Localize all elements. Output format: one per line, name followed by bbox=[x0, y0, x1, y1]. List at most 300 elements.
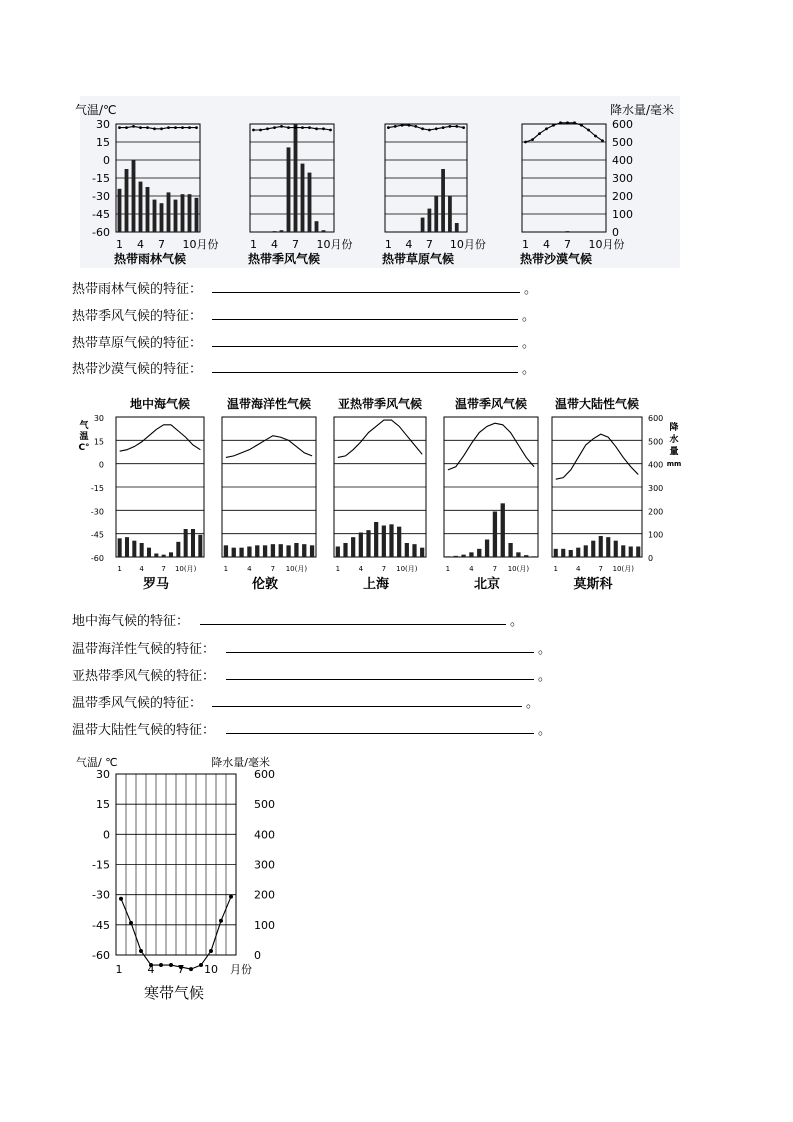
month-tick: 4 bbox=[358, 565, 364, 573]
temperature-line bbox=[338, 420, 422, 457]
precip-tick: 600 bbox=[254, 768, 275, 781]
month-tick: 1 bbox=[223, 565, 229, 573]
temperature-point bbox=[209, 949, 213, 953]
question-end: 。 bbox=[538, 669, 552, 684]
answer-blank[interactable] bbox=[212, 278, 520, 293]
precip-bar bbox=[271, 544, 275, 557]
precip-tick: 100 bbox=[612, 208, 633, 221]
temperature-point bbox=[139, 949, 143, 953]
month-tick: 4 bbox=[147, 963, 155, 976]
precip-bar bbox=[181, 194, 185, 232]
question-label: 亚热带季风气候的特征： bbox=[72, 669, 216, 684]
temperature-point bbox=[552, 124, 555, 127]
month-tick: 7 bbox=[177, 963, 185, 976]
left-axis-title: C° bbox=[78, 443, 90, 453]
answer-blank[interactable] bbox=[212, 692, 522, 707]
question-end: 。 bbox=[510, 614, 524, 629]
tropical-question-0 bbox=[72, 278, 537, 296]
precip-bar bbox=[561, 549, 565, 557]
precip-bar bbox=[441, 169, 445, 232]
chart-title: 热带季风气候 bbox=[247, 252, 321, 266]
right-axis-title: 水 bbox=[669, 435, 679, 445]
temp-tick: 30 bbox=[93, 414, 104, 423]
temp-tick: -30 bbox=[92, 190, 110, 203]
temperature-point bbox=[199, 963, 203, 967]
precip-bar bbox=[322, 230, 326, 232]
month-tick: 4 bbox=[469, 565, 474, 573]
temp-tick: -15 bbox=[92, 858, 110, 872]
month-tick: 10月份 bbox=[449, 238, 486, 251]
temp-tick: -60 bbox=[90, 554, 104, 563]
temperature-point bbox=[119, 897, 123, 901]
precip-bar bbox=[315, 221, 319, 232]
temperature-point bbox=[408, 124, 411, 127]
temperature-point bbox=[146, 126, 149, 129]
precip-tick: 500 bbox=[648, 437, 664, 447]
question-end: 。 bbox=[538, 723, 552, 738]
precip-bar bbox=[279, 544, 283, 557]
precip-tick: 400 bbox=[612, 154, 633, 167]
precip-bar bbox=[263, 545, 267, 557]
precip-bar bbox=[301, 164, 305, 232]
chart-温带海洋性气候 bbox=[222, 417, 316, 557]
tropical-question-2 bbox=[72, 332, 535, 350]
temp-tick: -60 bbox=[92, 949, 110, 962]
precip-bar bbox=[351, 537, 355, 557]
month-tick: 4 bbox=[271, 238, 278, 251]
precip-bar bbox=[147, 548, 151, 557]
temp-tick: -15 bbox=[90, 484, 104, 493]
question-label: 热带季风气候的特征： bbox=[72, 309, 203, 324]
month-tick: 1 bbox=[116, 238, 123, 251]
month-tick: 1 bbox=[250, 238, 257, 251]
temperate-question-2 bbox=[72, 665, 551, 683]
precip-bar bbox=[153, 200, 157, 232]
temperature-point bbox=[524, 141, 527, 144]
month-tick: 4 bbox=[543, 238, 550, 251]
precip-bar bbox=[485, 540, 489, 558]
answer-blank[interactable] bbox=[226, 665, 534, 680]
temperature-point bbox=[329, 129, 332, 132]
city-label: 北京 bbox=[473, 577, 501, 592]
answer-blank[interactable] bbox=[226, 719, 534, 734]
chart-title: 热带雨林气候 bbox=[113, 252, 187, 266]
precip-bar bbox=[224, 545, 228, 557]
question-label: 热带沙漠气候的特征： bbox=[72, 362, 203, 377]
temperature-point bbox=[273, 126, 276, 129]
temperature-point bbox=[559, 121, 562, 124]
question-label: 温带海洋性气候的特征： bbox=[72, 642, 216, 657]
precip-bar bbox=[118, 189, 122, 232]
chart-地中海气候 bbox=[116, 417, 204, 557]
city-label: 莫斯科 bbox=[573, 577, 613, 592]
month-tick: 10(月) bbox=[285, 565, 308, 573]
temp-tick: -30 bbox=[90, 507, 104, 517]
answer-blank[interactable] bbox=[212, 305, 518, 320]
temperature-point bbox=[167, 126, 170, 129]
temp-tick: 15 bbox=[96, 798, 110, 812]
precip-tick: 200 bbox=[254, 888, 275, 902]
temp-tick: -45 bbox=[90, 530, 104, 540]
precip-bar bbox=[366, 530, 370, 557]
month-tick: 7 bbox=[381, 565, 387, 573]
precip-bar bbox=[169, 552, 173, 557]
month-tick: 10(月) bbox=[612, 565, 634, 573]
precip-bar bbox=[336, 547, 340, 558]
chart-title: 热带沙漠气候 bbox=[519, 252, 593, 266]
right-axis-title: 量 bbox=[669, 447, 679, 457]
temperature-point bbox=[442, 126, 445, 129]
precip-tick: 400 bbox=[648, 460, 664, 470]
precip-bar bbox=[343, 543, 347, 557]
temperature-point bbox=[387, 126, 390, 129]
month-tick: 4 bbox=[139, 565, 144, 573]
precip-bar bbox=[280, 230, 284, 232]
precip-bar bbox=[569, 550, 573, 557]
precip-bar bbox=[599, 536, 603, 557]
temperature-point bbox=[301, 126, 304, 129]
temperate-question-3 bbox=[72, 692, 539, 710]
temperature-point bbox=[287, 126, 290, 129]
temperature-point bbox=[219, 919, 223, 923]
chart-title: 寒带气候 bbox=[143, 984, 205, 1002]
temperature-point bbox=[259, 129, 262, 132]
answer-blank[interactable] bbox=[226, 638, 534, 653]
month-tick: 1 bbox=[117, 565, 122, 573]
month-tick: 10 bbox=[204, 963, 218, 976]
temperature-line bbox=[226, 436, 312, 458]
precip-tick: 300 bbox=[612, 172, 633, 185]
precip-tick: 600 bbox=[648, 414, 664, 423]
temperature-point bbox=[601, 139, 604, 142]
precip-bar bbox=[287, 147, 291, 232]
temperature-line bbox=[556, 434, 639, 479]
precip-bar bbox=[412, 544, 416, 557]
temperature-point bbox=[531, 138, 534, 141]
precip-tick: 0 bbox=[254, 949, 261, 962]
precip-bar bbox=[294, 124, 298, 232]
temp-tick: -45 bbox=[92, 208, 110, 221]
city-label: 罗马 bbox=[142, 577, 170, 592]
precip-tick: 400 bbox=[254, 828, 275, 842]
precip-bar bbox=[397, 527, 401, 557]
temp-tick: 0 bbox=[103, 828, 110, 842]
temp-tick: 30 bbox=[96, 118, 110, 131]
precip-bar bbox=[125, 169, 129, 232]
temperature-point bbox=[322, 127, 325, 130]
tropical-question-1 bbox=[72, 305, 535, 323]
temperature-point bbox=[566, 121, 569, 124]
month-tick: 1 bbox=[445, 565, 451, 573]
precip-bar bbox=[232, 548, 236, 557]
temperature-point bbox=[229, 895, 233, 899]
temperature-point bbox=[159, 963, 163, 967]
temperature-point bbox=[280, 125, 283, 128]
left-axis-title: 气温/ ℃ bbox=[76, 756, 118, 769]
right-axis-title: 降水量/毫米 bbox=[211, 756, 270, 769]
temperature-point bbox=[125, 126, 128, 129]
precip-bar bbox=[477, 549, 481, 557]
temperature-point bbox=[181, 126, 184, 129]
chart-温带大陆性气候 bbox=[552, 417, 642, 557]
temp-tick: 15 bbox=[93, 437, 104, 447]
precip-bar bbox=[359, 533, 363, 558]
precip-bar bbox=[273, 231, 277, 232]
month-tick: 7 bbox=[161, 565, 166, 573]
precip-bar bbox=[446, 556, 450, 557]
right-axis-title: 降 bbox=[669, 423, 679, 433]
precip-bar bbox=[454, 556, 458, 557]
temp-tick: -15 bbox=[92, 172, 110, 185]
precip-tick: 200 bbox=[612, 190, 633, 203]
temperature-point bbox=[401, 124, 404, 127]
precip-bar bbox=[302, 544, 306, 557]
precip-bar bbox=[636, 547, 640, 558]
precip-bar bbox=[576, 548, 580, 557]
precip-tick: 500 bbox=[254, 798, 275, 812]
precip-bar bbox=[614, 541, 618, 557]
precip-bar bbox=[461, 555, 465, 557]
precip-bar bbox=[421, 218, 425, 232]
month-tick: 4 bbox=[405, 238, 413, 251]
month-tick: 10(月) bbox=[174, 565, 197, 573]
month-tick: 7 bbox=[564, 238, 571, 251]
precip-bar bbox=[188, 194, 192, 232]
precip-bar bbox=[140, 543, 144, 557]
precip-bar bbox=[501, 503, 505, 557]
precip-bar bbox=[374, 522, 378, 557]
precip-bar bbox=[420, 548, 424, 557]
precip-bar bbox=[516, 552, 520, 557]
chart-title: 亚热带季风气候 bbox=[337, 397, 423, 411]
precip-bar bbox=[118, 538, 122, 557]
chart-寒带气候 bbox=[116, 774, 236, 971]
chart-title: 温带季风气候 bbox=[454, 397, 528, 411]
left-axis-title: 温 bbox=[79, 432, 89, 442]
question-end: 。 bbox=[526, 696, 540, 711]
precip-tick: 100 bbox=[254, 918, 275, 932]
month-tick: 7 bbox=[292, 238, 299, 251]
temperature-line bbox=[120, 425, 201, 451]
question-end: 。 bbox=[524, 282, 538, 297]
temp-tick: 15 bbox=[96, 136, 110, 149]
question-end: 。 bbox=[538, 642, 552, 657]
precip-bar bbox=[508, 543, 512, 557]
month-tick: 10月份 bbox=[182, 238, 219, 251]
temp-tick: 30 bbox=[96, 768, 110, 781]
precip-bar bbox=[139, 182, 143, 232]
precip-bar bbox=[191, 529, 195, 557]
precip-bar bbox=[524, 555, 528, 557]
temperature-point bbox=[169, 963, 173, 967]
answer-blank[interactable] bbox=[200, 610, 506, 625]
question-label: 热带雨林气候的特征： bbox=[72, 282, 203, 297]
temp-tick: -30 bbox=[92, 888, 110, 902]
month-tick: 7 bbox=[158, 238, 165, 251]
temperature-point bbox=[132, 125, 135, 128]
precip-bar bbox=[198, 535, 202, 557]
precip-bar bbox=[160, 203, 164, 232]
question-label: 温带季风气候的特征： bbox=[72, 696, 203, 711]
city-label: 上海 bbox=[362, 577, 390, 592]
precip-bar bbox=[493, 512, 497, 558]
precip-bar bbox=[255, 545, 259, 557]
precip-bar bbox=[621, 545, 625, 557]
temperature-point bbox=[139, 126, 142, 129]
temperature-point bbox=[118, 126, 121, 129]
temp-tick: -45 bbox=[92, 918, 110, 932]
month-tick: 1 bbox=[522, 238, 529, 251]
temperature-point bbox=[315, 127, 318, 130]
precip-bar bbox=[146, 187, 150, 232]
temperature-point bbox=[421, 127, 424, 130]
question-end: 。 bbox=[522, 362, 536, 377]
answer-blank[interactable] bbox=[212, 332, 518, 347]
precip-bar bbox=[448, 196, 452, 232]
temperature-point bbox=[252, 129, 255, 132]
precip-bar bbox=[125, 537, 129, 557]
precip-bar bbox=[629, 547, 633, 558]
month-tick: 月份 bbox=[230, 963, 252, 976]
precip-tick: 500 bbox=[612, 136, 633, 149]
month-tick: 1 bbox=[553, 565, 558, 573]
precip-bar bbox=[455, 223, 459, 232]
precip-bar bbox=[132, 541, 136, 557]
precip-bar bbox=[566, 231, 570, 232]
precip-bar bbox=[132, 160, 136, 232]
chart-title: 温带海洋性气候 bbox=[226, 397, 312, 411]
temperature-point bbox=[538, 132, 541, 135]
precip-bar bbox=[532, 556, 536, 557]
month-tick: 10(月) bbox=[507, 565, 530, 573]
precip-bar bbox=[286, 545, 290, 557]
temperature-point bbox=[266, 127, 269, 130]
precip-bar bbox=[174, 200, 178, 232]
temperature-point bbox=[294, 126, 297, 129]
temperature-point bbox=[308, 126, 311, 129]
temperature-point bbox=[195, 126, 198, 129]
precip-bar bbox=[554, 549, 558, 557]
answer-blank[interactable] bbox=[212, 358, 518, 373]
right-axis-title: mm bbox=[666, 460, 682, 468]
temperature-point bbox=[153, 127, 156, 130]
tropical-question-3 bbox=[72, 358, 535, 376]
precip-tick: 200 bbox=[648, 507, 664, 517]
temperature-line bbox=[448, 423, 534, 470]
precip-tick: 300 bbox=[648, 484, 664, 493]
temperature-point bbox=[428, 129, 431, 132]
temperate-question-0 bbox=[72, 610, 523, 628]
precip-bar bbox=[434, 196, 438, 232]
temperature-point bbox=[394, 125, 397, 128]
city-label: 伦敦 bbox=[251, 577, 279, 592]
temp-tick: -60 bbox=[92, 226, 110, 239]
temperature-point bbox=[594, 135, 597, 138]
precip-bar bbox=[469, 552, 473, 557]
chart-title: 温带大陆性气候 bbox=[554, 397, 640, 411]
temperature-point bbox=[188, 126, 191, 129]
temperature-point bbox=[435, 127, 438, 130]
precip-bar bbox=[382, 526, 386, 558]
precip-tick: 600 bbox=[612, 118, 633, 131]
precip-bar bbox=[294, 543, 298, 557]
question-label: 地中海气候的特征： bbox=[72, 614, 190, 629]
month-tick: 10(月) bbox=[396, 565, 418, 573]
temperature-point bbox=[545, 127, 548, 130]
month-tick: 10月份 bbox=[588, 238, 625, 251]
precip-tick: 0 bbox=[648, 554, 654, 563]
chart-亚热带季风气候 bbox=[334, 417, 426, 557]
question-label: 热带草原气候的特征： bbox=[72, 336, 203, 351]
precip-bar bbox=[606, 537, 610, 557]
precip-bar bbox=[154, 554, 158, 558]
precip-bar bbox=[195, 198, 199, 232]
precip-tick: 0 bbox=[612, 226, 619, 239]
temperature-point bbox=[189, 967, 193, 971]
temperature-point bbox=[414, 125, 417, 128]
chart-温带季风气候 bbox=[444, 417, 538, 557]
month-tick: 7 bbox=[425, 238, 433, 251]
precip-bar bbox=[308, 173, 312, 232]
precip-bar bbox=[247, 547, 251, 558]
temperature-point bbox=[455, 125, 458, 128]
month-tick: 1 bbox=[335, 565, 341, 573]
precip-bar bbox=[389, 524, 393, 557]
precip-bar bbox=[591, 541, 595, 557]
precip-bar bbox=[584, 545, 588, 557]
precip-tick: 300 bbox=[254, 858, 275, 872]
temperature-point bbox=[449, 125, 452, 128]
temperate-question-1 bbox=[72, 638, 551, 656]
precip-tick: 100 bbox=[648, 530, 664, 540]
temperature-point bbox=[587, 129, 590, 132]
month-tick: 4 bbox=[137, 238, 144, 251]
temperature-point bbox=[573, 121, 576, 124]
precip-bar bbox=[162, 555, 166, 557]
month-tick: 10月份 bbox=[316, 238, 353, 251]
temperature-point bbox=[174, 126, 177, 129]
left-axis-title: 气温/℃ bbox=[75, 103, 117, 117]
question-end: 。 bbox=[522, 336, 536, 351]
temperate-question-4 bbox=[72, 719, 551, 737]
chart-title: 地中海气候 bbox=[129, 397, 191, 411]
precip-bar bbox=[239, 548, 243, 557]
question-label: 温带大陆性气候的特征： bbox=[72, 723, 216, 738]
left-axis-title: 气 bbox=[79, 421, 89, 431]
temperature-point bbox=[462, 126, 465, 129]
month-tick: 1 bbox=[384, 238, 392, 251]
precip-bar bbox=[428, 209, 432, 232]
temperature-point bbox=[580, 124, 583, 127]
temp-tick: 0 bbox=[103, 154, 110, 167]
question-end: 。 bbox=[522, 309, 536, 324]
month-tick: 1 bbox=[115, 963, 123, 976]
month-tick: 7 bbox=[598, 565, 603, 573]
chart-title: 热带草原气候 bbox=[381, 252, 455, 266]
temperature-point bbox=[129, 921, 133, 925]
precip-bar bbox=[176, 542, 180, 557]
temp-tick: 0 bbox=[98, 460, 104, 470]
month-tick: 4 bbox=[247, 565, 252, 573]
month-tick: 7 bbox=[270, 565, 276, 573]
precip-bar bbox=[405, 543, 409, 557]
month-tick: 4 bbox=[576, 565, 581, 573]
precip-bar bbox=[184, 529, 188, 557]
right-axis-title: 降水量/毫米 bbox=[609, 103, 674, 117]
precip-bar bbox=[167, 192, 171, 232]
temperature-point bbox=[160, 127, 163, 130]
precip-bar bbox=[310, 545, 314, 557]
